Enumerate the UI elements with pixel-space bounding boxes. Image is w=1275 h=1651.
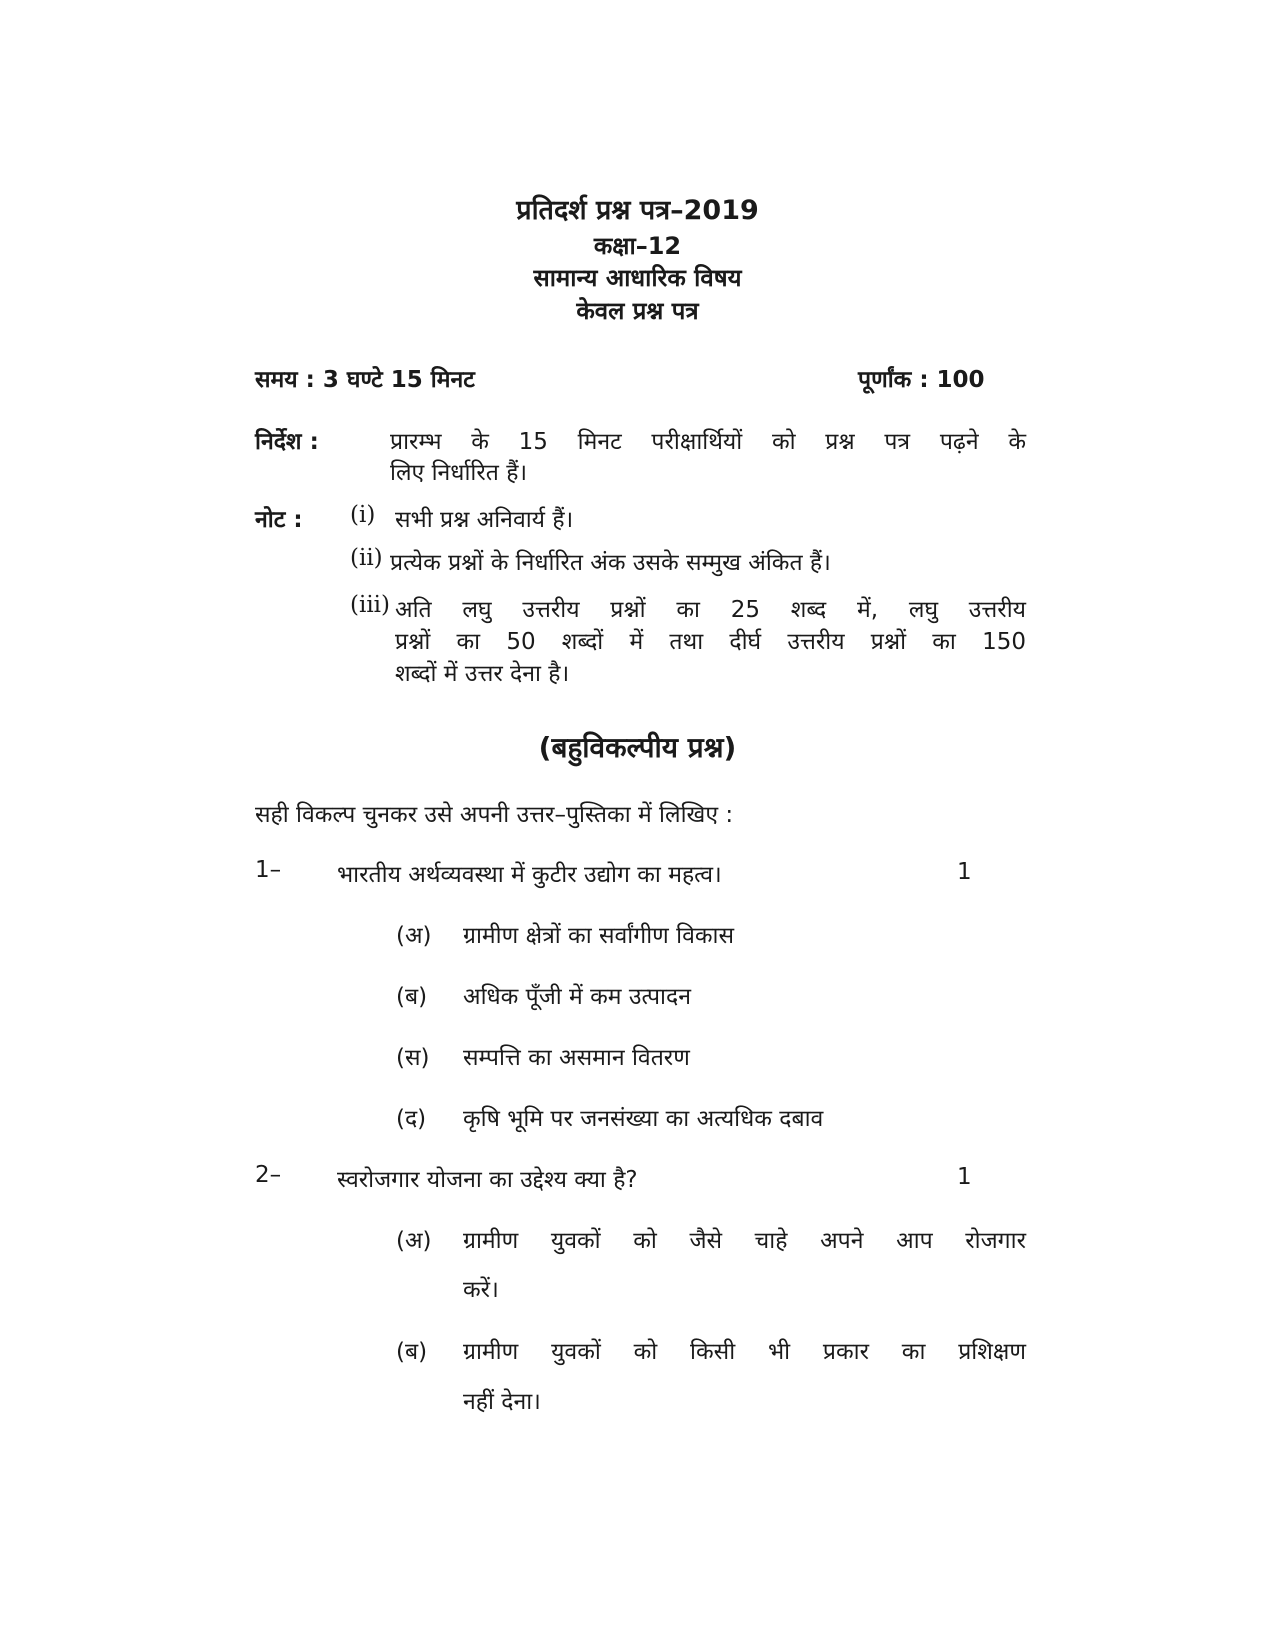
option-label: (ब) — [396, 1339, 428, 1365]
time-allowed: समय : 3 घण्टे 15 मिनट — [255, 367, 475, 393]
class-line: कक्षा–12 — [593, 232, 682, 260]
note-item-text: अति लघु उत्तरीय प्रश्नों का 25 शब्द में, लघु उत्तरीय — [395, 597, 1026, 623]
note-label: नोट : — [255, 507, 303, 533]
note-item-number: (ii) — [350, 545, 383, 571]
paper-type-line: केवल प्रश्न पत्र — [576, 297, 699, 325]
option-text: कृषि भूमि पर जनसंख्या का अत्यधिक दबाव — [463, 1106, 824, 1132]
option-label: (द) — [396, 1106, 427, 1132]
note-item-text: सभी प्रश्न अनिवार्य हैं। — [395, 507, 574, 533]
note-item-number: (iii) — [350, 592, 391, 618]
option-text: ग्रामीण युवकों को किसी भी प्रकार का प्रशिक्षण — [463, 1339, 1026, 1365]
subject-line: सामान्य आधारिक विषय — [533, 264, 742, 292]
option-label: (ब) — [396, 984, 428, 1010]
note-item-text: प्रश्नों का 50 शब्दों में तथा दीर्घ उत्तरीय प्रश्नों का 150 — [395, 629, 1026, 655]
option-label: (अ) — [396, 923, 432, 949]
section-instruction: सही विकल्प चुनकर उसे अपनी उत्तर–पुस्तिका में लिखिए : — [255, 802, 734, 828]
question-text: स्वरोजगार योजना का उद्देश्य क्या है? — [337, 1167, 638, 1193]
note-item-text: शब्दों में उत्तर देना है। — [395, 661, 570, 687]
option-text: अधिक पूँजी में कम उत्पादन — [463, 984, 691, 1010]
option-label: (स) — [396, 1045, 430, 1071]
option-text: करें। — [463, 1277, 499, 1303]
note-item-text: प्रत्येक प्रश्नों के निर्धारित अंक उसके सम्मुख अंकित हैं। — [390, 550, 831, 576]
question-marks: 1 — [957, 859, 972, 885]
option-label: (अ) — [396, 1228, 432, 1254]
instructions-line-1: प्रारम्भ के 15 मिनट परीक्षार्थियों को प्रश्न पत्र पढ़ने के — [390, 429, 1026, 455]
section-heading: (बहुविकल्पीय प्रश्न) — [538, 731, 737, 764]
question-marks: 1 — [957, 1164, 972, 1190]
note-item-number: (i) — [350, 502, 376, 528]
instructions-label: निर्देश : — [255, 429, 319, 455]
instructions-line-2: लिए निर्धारित हैं। — [390, 460, 528, 486]
option-text: ग्रामीण युवकों को जैसे चाहे अपने आप रोजगार — [463, 1228, 1026, 1254]
option-text: ग्रामीण क्षेत्रों का सर्वांगीण विकास — [463, 923, 735, 949]
paper-title: प्रतिदर्श प्रश्न पत्र–2019 — [516, 195, 759, 226]
option-text: नहीं देना। — [463, 1389, 541, 1415]
question-number: 2– — [255, 1162, 282, 1188]
question-text: भारतीय अर्थव्यवस्था में कुटीर उद्योग का महत्व। — [337, 862, 722, 888]
question-number: 1– — [255, 857, 282, 883]
max-marks: पूर्णांक : 100 — [858, 367, 985, 393]
option-text: सम्पत्ति का असमान वितरण — [463, 1045, 690, 1071]
